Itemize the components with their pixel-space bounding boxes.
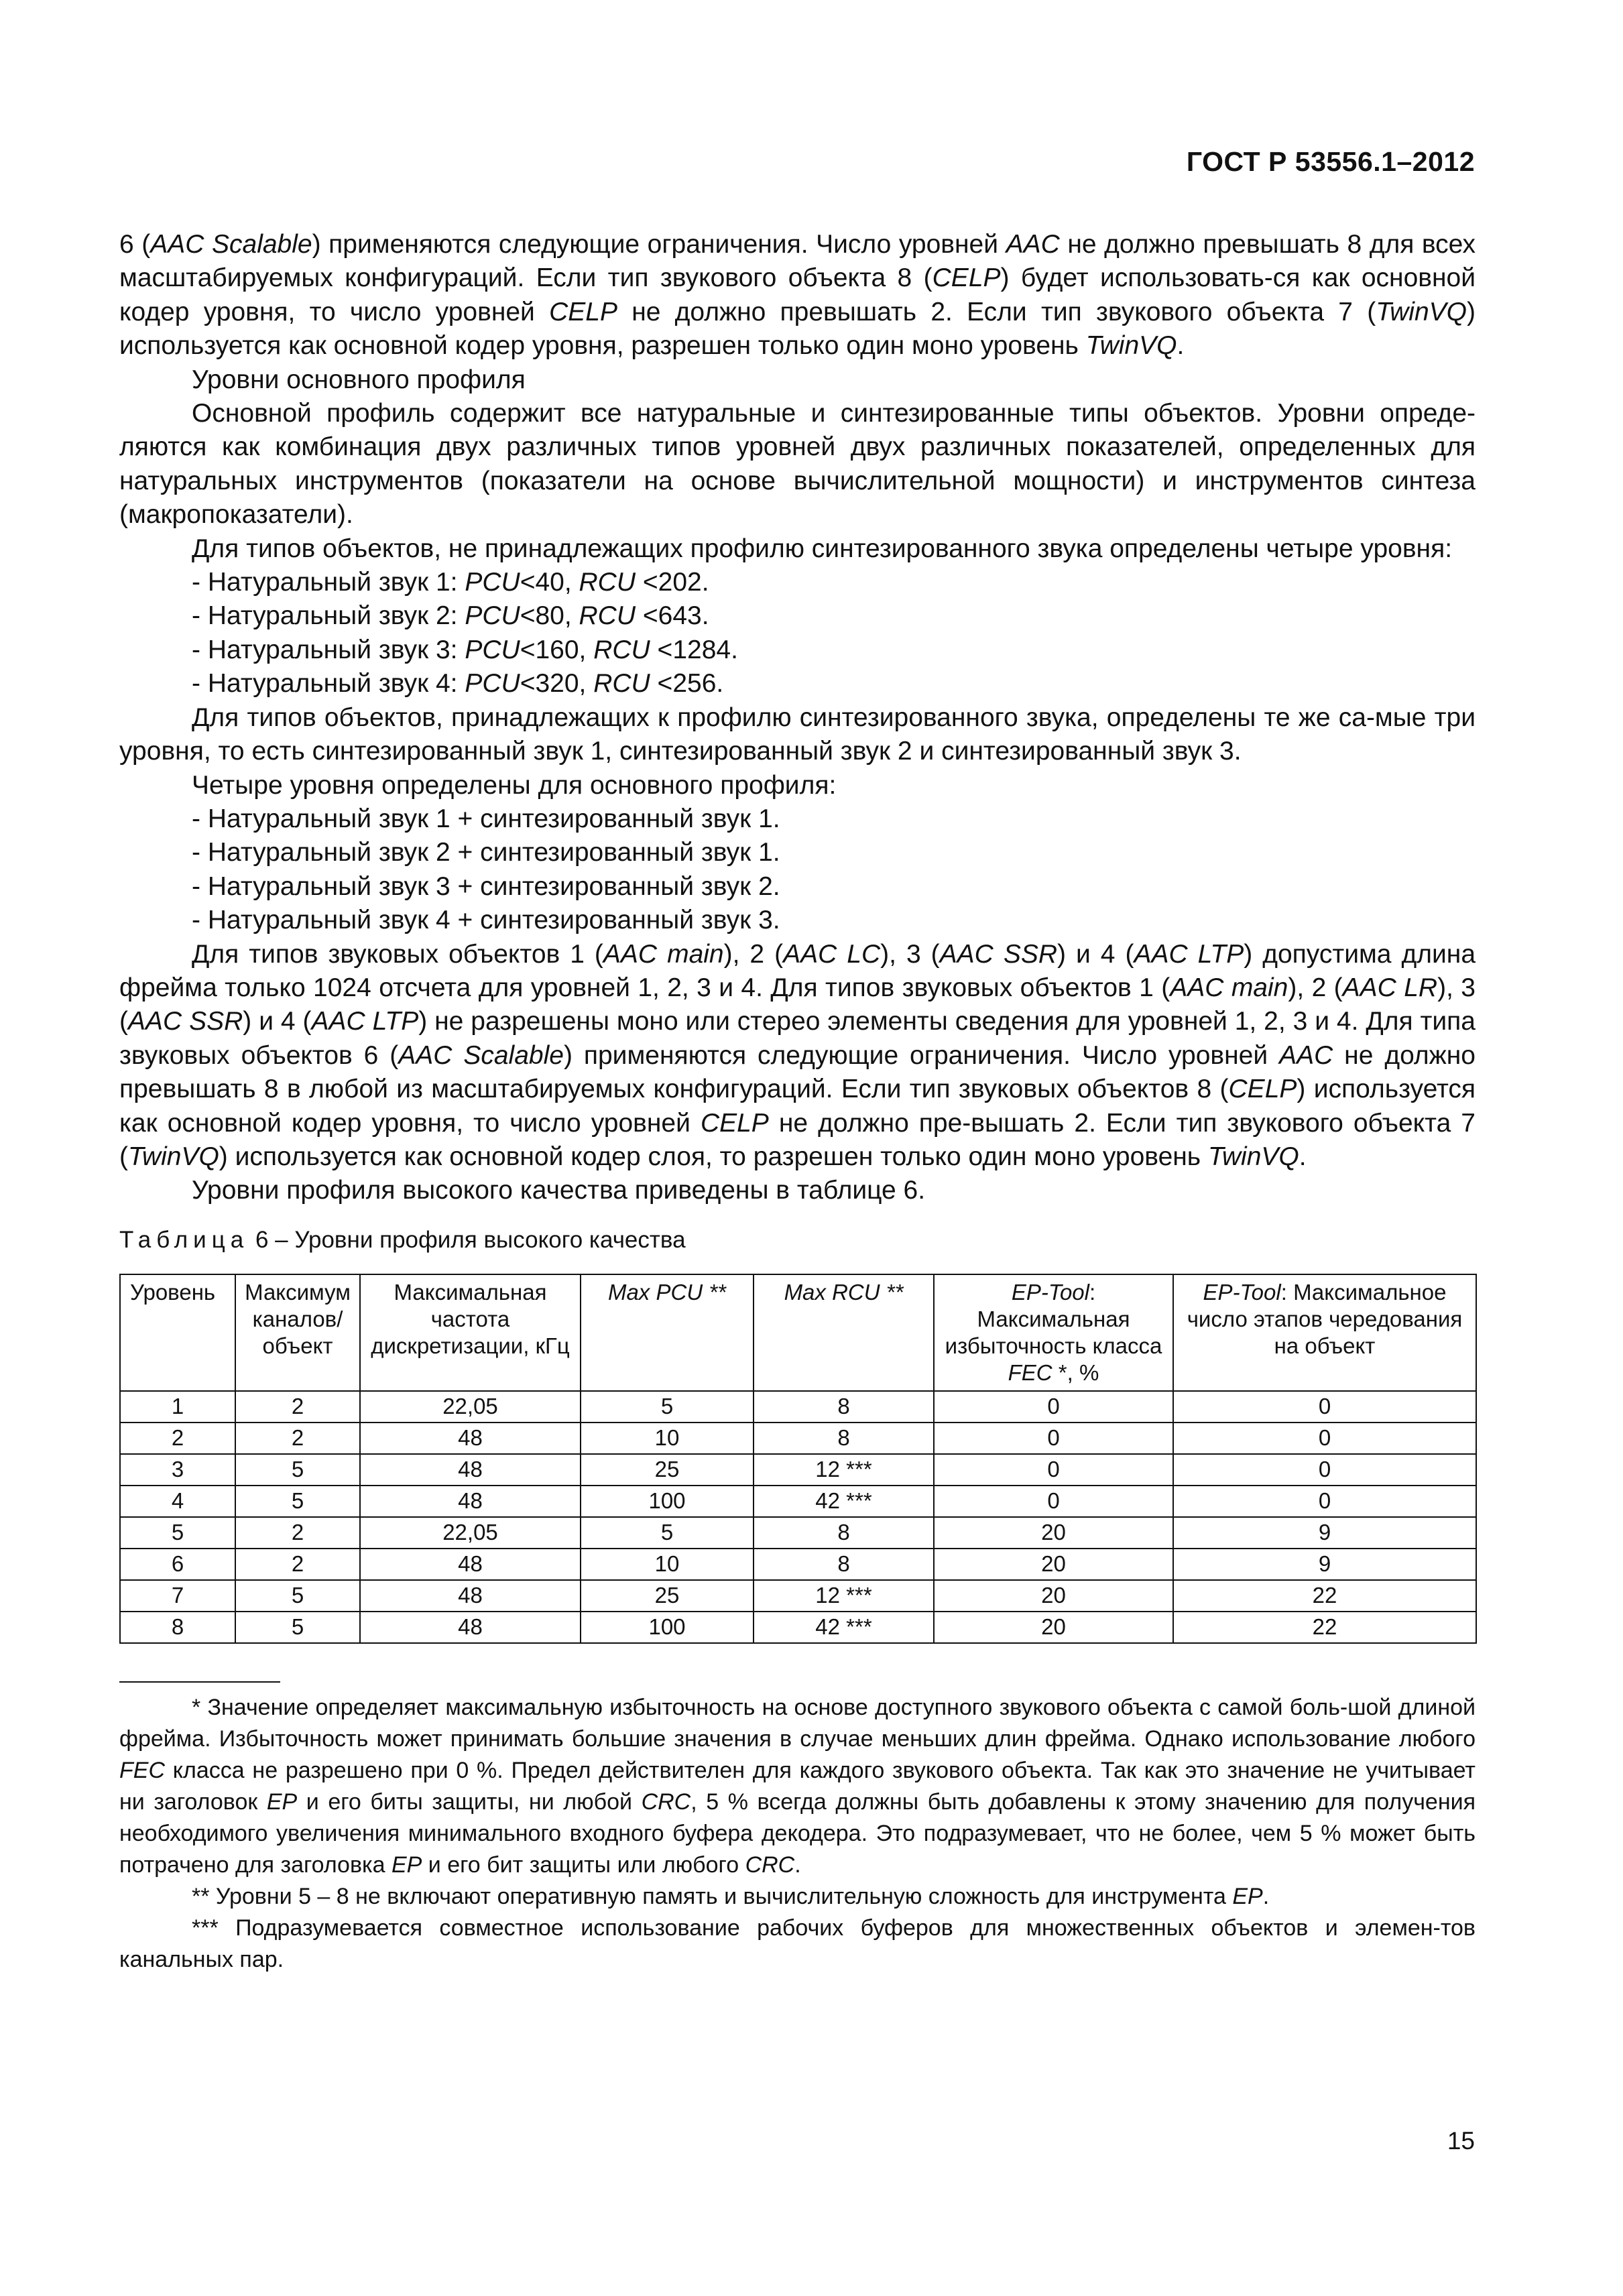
table-cell: 2: [235, 1423, 360, 1454]
table-cell: 22,05: [360, 1517, 581, 1549]
header-max-sampling-rate: Максимальная частота дискретизации, кГц: [360, 1274, 581, 1391]
table-cell: 25: [581, 1454, 754, 1486]
list-item-natural-level: - Натуральный звук 3: PCU<160, RCU <1284.: [192, 635, 738, 664]
table-cell: 100: [581, 1486, 754, 1517]
table-cell: 0: [1173, 1454, 1476, 1486]
table-cell: 0: [934, 1391, 1173, 1423]
page-number: 15: [1447, 2127, 1475, 2155]
header-level: Уровень: [120, 1274, 235, 1391]
table-cell: 48: [360, 1454, 581, 1486]
table-cell: 2: [120, 1423, 235, 1454]
table-cell: 0: [1173, 1423, 1476, 1454]
list-item-combo-level: - Натуральный звук 2 + синтезированный звук 1.: [192, 838, 780, 867]
table-cell: 48: [360, 1423, 581, 1454]
header-ep-tool-interleave: EP-Tool: Максимальное число этапов чередования на объект: [1173, 1274, 1476, 1391]
table-cell: 100: [581, 1612, 754, 1643]
table-cell: 8: [754, 1517, 934, 1549]
table-cell: 8: [754, 1549, 934, 1580]
table-cell: 20: [934, 1549, 1173, 1580]
table-cell: 22: [1173, 1612, 1476, 1643]
table-cell: 5: [120, 1517, 235, 1549]
table-row: [120, 1580, 1476, 1612]
table-cell: 42 ***: [754, 1486, 934, 1517]
paragraph-synthesized-levels: Для типов объектов, принадлежащих к профилю синтезированного звука, определены те же са-мые три уровня, то есть синтезированный звук 1, синтезированный звук 2 и синтезированный звук 3.: [119, 703, 1476, 766]
list-item-combo-level: - Натуральный звук 1 + синтезированный звук 1.: [192, 804, 780, 833]
list-item-natural-level: - Натуральный звук 2: PCU<80, RCU <643.: [192, 601, 709, 631]
table-cell: 7: [120, 1580, 235, 1612]
table-cell: 22,05: [360, 1391, 581, 1423]
list-item-combo-level: - Натуральный звук 3 + синтезированный звук 2.: [192, 871, 780, 901]
levels-table: [119, 1274, 1477, 1644]
table-cell: 48: [360, 1612, 581, 1643]
table-cell: 48: [360, 1580, 581, 1612]
table-cell: 48: [360, 1549, 581, 1580]
subheading-main-profile-levels: Уровни основного профиля: [192, 365, 526, 394]
table-cell: 8: [754, 1391, 934, 1423]
table-cell: 0: [1173, 1486, 1476, 1517]
paragraph-four-levels: Для типов объектов, не принадлежащих профилю синтезированного звука определены четыре уровня:: [192, 534, 1453, 563]
table-cell: 5: [235, 1612, 360, 1643]
table-cell: 10: [581, 1423, 754, 1454]
paragraph-main-profile-four-levels: Четыре уровня определены для основного профиля:: [192, 770, 837, 800]
table-cell: 20: [934, 1612, 1173, 1643]
table-row: [120, 1454, 1476, 1486]
table-cell: 10: [581, 1549, 754, 1580]
table-cell: 12 ***: [754, 1454, 934, 1486]
document-body: [119, 228, 1476, 1976]
table-cell: 2: [235, 1549, 360, 1580]
table-cell: 48: [360, 1486, 581, 1517]
table-cell: 5: [581, 1517, 754, 1549]
table-cell: 25: [581, 1580, 754, 1612]
table-row: [120, 1549, 1476, 1580]
table-cell: 42 ***: [754, 1612, 934, 1643]
table-header-row: [120, 1274, 1476, 1391]
table-cell: 2: [235, 1391, 360, 1423]
table-cell: 20: [934, 1580, 1173, 1612]
table-row: [120, 1423, 1476, 1454]
table-cell: 5: [235, 1580, 360, 1612]
table-cell: 5: [235, 1486, 360, 1517]
footnote-fec: * Значение определяет максимальную избыточность на основе доступного звукового объекта с самой боль-шой длиной фрейма. Избыточность может принимать большие значения в случае меньших длин фрейма. Однако использование любого FEC класса не разрешено при 0 %. Предел действителен для каждого звукового объекта. Так как это значение не учитывает ни заголовок EP и его биты защиты, ни любой CRC, 5 % всегда должны быть добавлены к этому значению для получения необходимого увеличения минимального входного буфера декодера. Это подразумевает, что не более, чем 5 % может быть потрачено для заголовка EP и его бит защиты или любого CRC.: [119, 1694, 1476, 1878]
list-item-combo-level: - Натуральный звук 4 + синтезированный звук 3.: [192, 906, 780, 935]
table-cell: 5: [581, 1391, 754, 1423]
table-cell: 0: [934, 1486, 1173, 1517]
table-cell: 3: [120, 1454, 235, 1486]
table-caption: Таблица 6 – Уровни профиля высокого качества: [119, 1226, 686, 1253]
table-cell: 0: [934, 1454, 1173, 1486]
table-cell: 0: [1173, 1391, 1476, 1423]
table-cell: 5: [235, 1454, 360, 1486]
table-cell: 2: [235, 1517, 360, 1549]
paragraph-table-reference: Уровни профиля высокого качества приведены в таблице 6.: [192, 1176, 926, 1205]
header-max-pcu: Max PCU **: [581, 1274, 754, 1391]
document-header: ГОСТ Р 53556.1–2012: [1186, 146, 1475, 177]
table-cell: 4: [120, 1486, 235, 1517]
table-cell: 6: [120, 1549, 235, 1580]
header-max-channels: Максимум каналов/ объект: [235, 1274, 360, 1391]
table-row: [120, 1391, 1476, 1423]
footnote-shared-buffers: *** Подразумевается совместное использование рабочих буферов для множественных объектов и элемен-тов канальных пар.: [119, 1915, 1476, 1972]
paragraph-aac-scalable: 6 (AAC Scalable) применяются следующие ограничения. Число уровней AAC не должно превышать 8 для всех масштабируемых конфигураций. Если тип звукового объекта 8 (CELP) будет использовать-ся как основной кодер уровня, то число уровней CELP не должно превышать 2. Если тип звукового объекта 7 (TwinVQ) используется как основной кодер уровня, разрешен только один моно уровень TwinVQ.: [119, 230, 1476, 361]
header-ep-tool-fec: EP-Tool: Максимальная избыточность класса FEC *, %: [934, 1274, 1173, 1391]
paragraph-object-types: Для типов звуковых объектов 1 (AAC main), 2 (AAC LC), 3 (AAC SSR) и 4 (AAC LTP) допустима длина фрейма только 1024 отсчета для уровней 1, 2, 3 и 4. Для типов звуковых объектов 1 (AAC main), 2 (AAC LR), 3 (AAC SSR) и 4 (AAC LTP) не разрешены моно или стерео элементы сведения для уровней 1, 2, 3 и 4. Для типа звуковых объектов 6 (AAC Scalable) применяются следующие ограничения. Число уровней AAC не должно превышать 8 в любой из масштабируемых конфигураций. Если тип звуковых объектов 8 (CELP) используется как основной кодер уровня, то число уровней CELP не должно пре-вышать 2. Если тип звукового объекта 7 (TwinVQ) используется как основной кодер слоя, то разрешен только один моно уровень TwinVQ.: [119, 939, 1476, 1171]
table-cell: 22: [1173, 1580, 1476, 1612]
table-cell: 0: [934, 1423, 1173, 1454]
table-cell: 8: [120, 1612, 235, 1643]
table-cell: 20: [934, 1517, 1173, 1549]
table-row: [120, 1486, 1476, 1517]
list-item-natural-level: - Натуральный звук 4: PCU<320, RCU <256.: [192, 669, 724, 699]
footnote-divider: [119, 1681, 280, 1683]
table-cell: 8: [754, 1423, 934, 1454]
footnote-ep-complexity: ** Уровни 5 – 8 не включают оперативную память и вычислительную сложность для инструмента EP.: [192, 1883, 1270, 1909]
table-cell: 1: [120, 1391, 235, 1423]
header-max-rcu: Max RCU **: [754, 1274, 934, 1391]
table-row: [120, 1517, 1476, 1549]
list-item-natural-level: - Натуральный звук 1: PCU<40, RCU <202.: [192, 568, 709, 597]
footnotes: [119, 1692, 1476, 1976]
table-row: [120, 1612, 1476, 1643]
paragraph-main-profile: Основной профиль содержит все натуральные и синтезированные типы объектов. Уровни опреде-ляются как комбинация двух различных типов уровней двух различных показателей, определенных для натуральных инструментов (показатели на основе вычислительной мощности) и инструментов синтеза (макропоказатели).: [119, 399, 1476, 530]
table-cell: 9: [1173, 1549, 1476, 1580]
table-cell: 12 ***: [754, 1580, 934, 1612]
table-cell: 9: [1173, 1517, 1476, 1549]
